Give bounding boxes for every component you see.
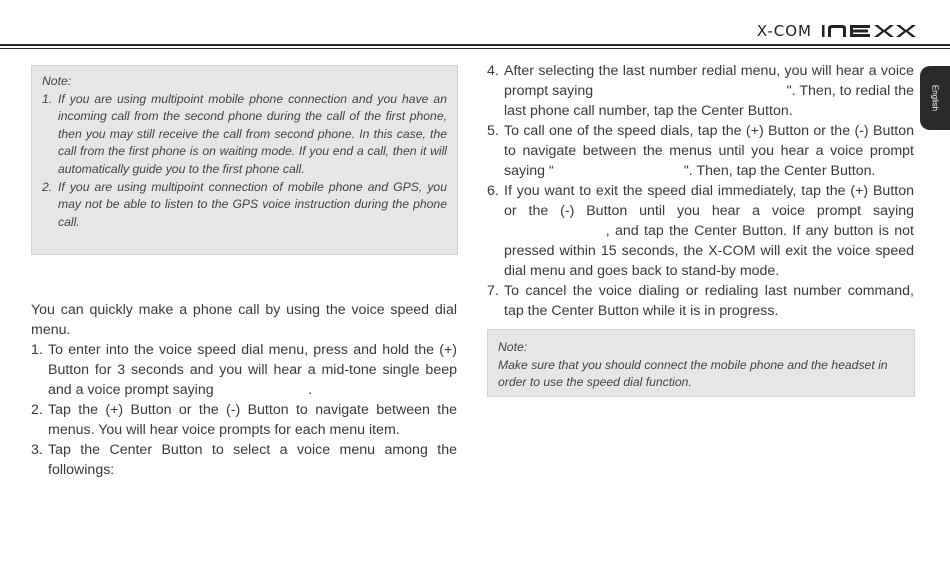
step-item — [487, 181, 914, 281]
steps-list-right — [487, 61, 914, 321]
step-number: 1. — [31, 342, 43, 358]
step-text: To enter into the voice speed dial menu, press and hold the (+) Button for 3 seconds and you will hear a mid-tone single beep and a voice prompt saying . — [48, 342, 457, 398]
step-text: If you want to exit the speed dial immediately, tap the (+) Button or the (-) Button until you hear a voice prompt saying , and tap the Center Button. If any button is not pressed within 15 seconds, the X-COM will exit the voice speed dial menu and goes back to stand-by mode. — [504, 183, 914, 279]
steps-list-left — [31, 340, 457, 480]
note-text: Make sure that you should connect the mobile phone and the headset in order to use the speed dial function. — [498, 357, 888, 390]
step-number: 6. — [487, 183, 499, 199]
step-item — [487, 281, 914, 321]
nexx-logo — [822, 24, 918, 38]
note-item — [42, 91, 447, 179]
step-text: To call one of the speed dials, tap the (+) Button or the (-) Button to navigate between the menus until you hear a voice prompt saying “ ". Then, tap the Center Button. — [504, 123, 914, 179]
intro-paragraph: You can quickly make a phone call by using the voice speed dial menu. — [31, 302, 457, 338]
left-column — [31, 300, 457, 480]
speed-dial-note-box — [487, 329, 915, 397]
step-number: 2. — [31, 402, 43, 418]
note-item-number: 1. — [42, 91, 53, 106]
step-text: After selecting the last number redial menu, you will hear a voice prompt saying ". Then, to redial the last phone call number, tap the Center Button. — [504, 63, 914, 119]
step-item — [31, 400, 457, 440]
step-number: 4. — [487, 63, 499, 79]
header-rule — [0, 44, 950, 46]
step-item — [487, 121, 914, 181]
note-item-text: If you are using multipoint mobile phone connection and you have an incoming call from the second phone during the call of the first phone, then you may still receive the call from second phone. In this case, the call from the first phone is on waiting mode. If you end a call, then it will automatically guide you to the first phone call. — [58, 91, 447, 176]
product-title: X-COM — [756, 22, 812, 40]
multipoint-note-box — [31, 65, 458, 255]
right-column — [487, 61, 914, 321]
note-item — [42, 179, 447, 232]
note-title: Note: — [498, 340, 528, 354]
step-item — [31, 340, 457, 400]
note-item-number: 2. — [42, 179, 53, 194]
header-brand — [757, 22, 918, 40]
header-rule-thin — [0, 48, 950, 49]
note-item-text: If you are using multipoint connection of mobile phone and GPS, you may not be able to listen to the GPS voice instruction during the phone call. — [58, 179, 447, 229]
step-text: Tap the Center Button to select a voice menu among the followings: — [48, 442, 457, 478]
step-text: To cancel the voice dialing or redialing last number command, tap the Center Button while it is in progress. — [504, 283, 914, 319]
language-tab — [920, 66, 950, 130]
step-item — [31, 440, 457, 480]
step-number: 7. — [487, 283, 499, 299]
note-list — [42, 91, 447, 232]
language-tab-label: English — [930, 84, 940, 112]
step-number: 3. — [31, 442, 43, 458]
step-number: 5. — [487, 123, 499, 139]
note-title: Note: — [42, 74, 72, 88]
step-text: Tap the (+) Button or the (-) Button to navigate between the menus. You will hear voice prompts for each menu item. — [48, 402, 457, 438]
step-item — [487, 61, 914, 121]
